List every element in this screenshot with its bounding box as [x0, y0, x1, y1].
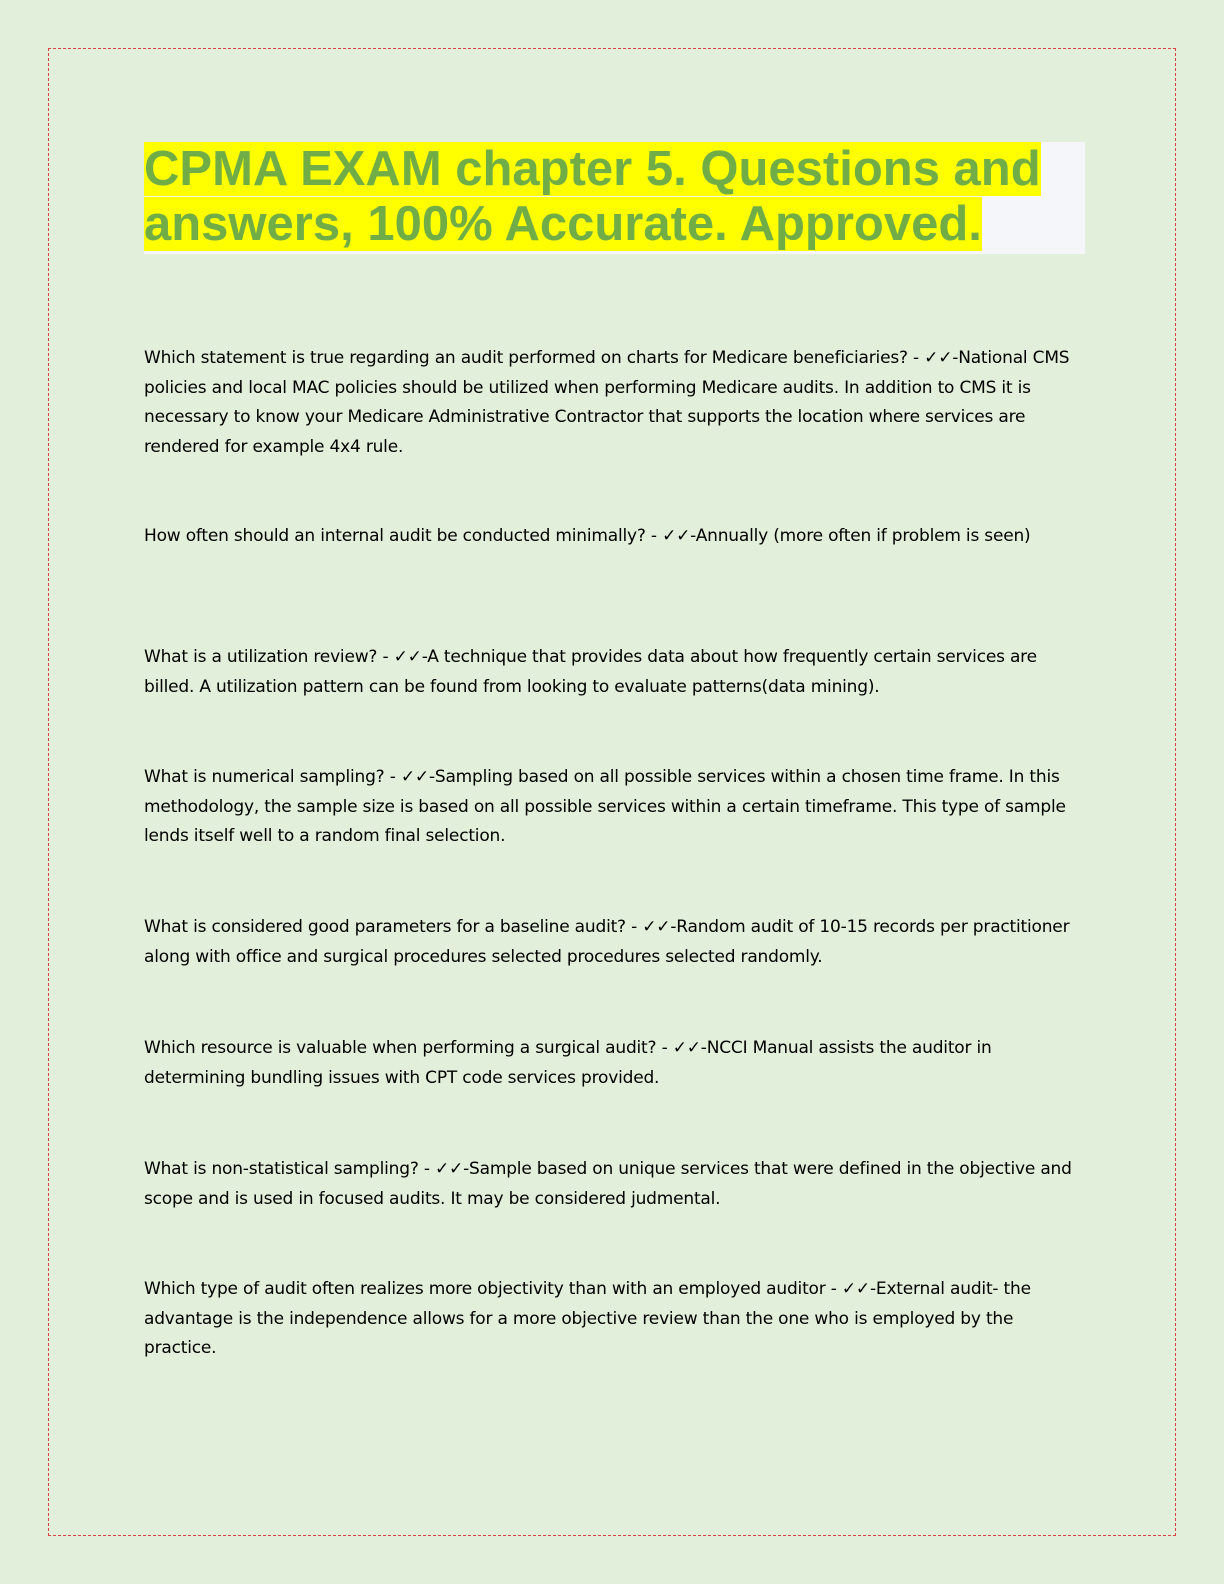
double-check-icon: ✓✓ — [435, 1159, 464, 1179]
separator: - — [418, 1159, 436, 1179]
answer-text: -Sample based on unique services that were defined in the objective and scope and is used in focused audits. It may be considered judmental. — [144, 1159, 1072, 1209]
answer-text: -A technique that provides data about how frequently certain services are billed. A utilization pattern can be found from looking to evaluate patterns(data mining). — [144, 647, 1037, 697]
qa-item — [144, 1155, 1080, 1214]
question-text: What is considered good parameters for a baseline audit? — [144, 917, 626, 937]
answer-text: -Annually (more often if problem is seen) — [690, 526, 1031, 546]
question-text: Which type of audit often realizes more objectivity than with an employed auditor — [144, 1279, 826, 1299]
separator: - — [825, 1279, 842, 1299]
separator: - — [384, 767, 401, 787]
question-text: What is numerical sampling? — [144, 767, 385, 787]
qa-item — [144, 344, 1080, 462]
title-line-1: CPMA EXAM chapter 5. Questions and — [144, 142, 1041, 196]
title-block — [144, 142, 1085, 254]
qa-item — [144, 1275, 1080, 1364]
document-title — [144, 142, 1085, 252]
qa-item — [144, 1034, 1080, 1093]
double-check-icon: ✓✓ — [672, 1038, 701, 1058]
answer-text: -Sampling based on all possible services within a chosen time frame. In this methodology, the sample size is based on all possible services within a certain timeframe. This type of sample lends itself well to a random final selection. — [144, 767, 1066, 846]
question-text: Which resource is valuable when performing a surgical audit? — [144, 1038, 657, 1058]
answer-text: -Random audit of 10-15 records per practitioner along with office and surgical procedures selected procedures selected randomly. — [144, 917, 1070, 967]
qa-item — [144, 522, 1080, 552]
double-check-icon: ✓✓ — [924, 348, 953, 368]
double-check-icon: ✓✓ — [400, 767, 429, 787]
double-check-icon: ✓✓ — [642, 917, 671, 937]
separator: - — [377, 647, 394, 667]
separator: - — [907, 348, 925, 368]
double-check-icon: ✓✓ — [393, 647, 422, 667]
answer-text: -External audit- the advantage is the independence allows for a more objective review than the one who is employed by the practice. — [144, 1279, 1031, 1358]
double-check-icon: ✓✓ — [662, 526, 691, 546]
question-text: Which statement is true regarding an audit performed on charts for Medicare beneficiaries? — [144, 348, 908, 368]
answer-text: -NCCI Manual assists the auditor in determining bundling issues with CPT code services provided. — [144, 1038, 992, 1088]
question-text: What is non-statistical sampling? — [144, 1159, 419, 1179]
title-line-2: answers, 100% Accurate. Approved. — [144, 197, 982, 251]
answer-text: -National CMS policies and local MAC policies should be utilized when performing Medicare audits. In addition to CMS it is necessary to know your Medicare Administrative Contractor that supports the location where services are rendered for example 4x4 rule. — [144, 348, 1070, 457]
question-text: How often should an internal audit be conducted minimally? — [144, 526, 646, 546]
separator: - — [625, 917, 643, 937]
double-check-icon: ✓✓ — [841, 1279, 870, 1299]
qa-item — [144, 913, 1080, 972]
qa-item — [144, 643, 1080, 702]
separator: - — [656, 1038, 673, 1058]
separator: - — [645, 526, 663, 546]
qa-item — [144, 763, 1080, 852]
question-text: What is a utilization review? — [144, 647, 378, 667]
